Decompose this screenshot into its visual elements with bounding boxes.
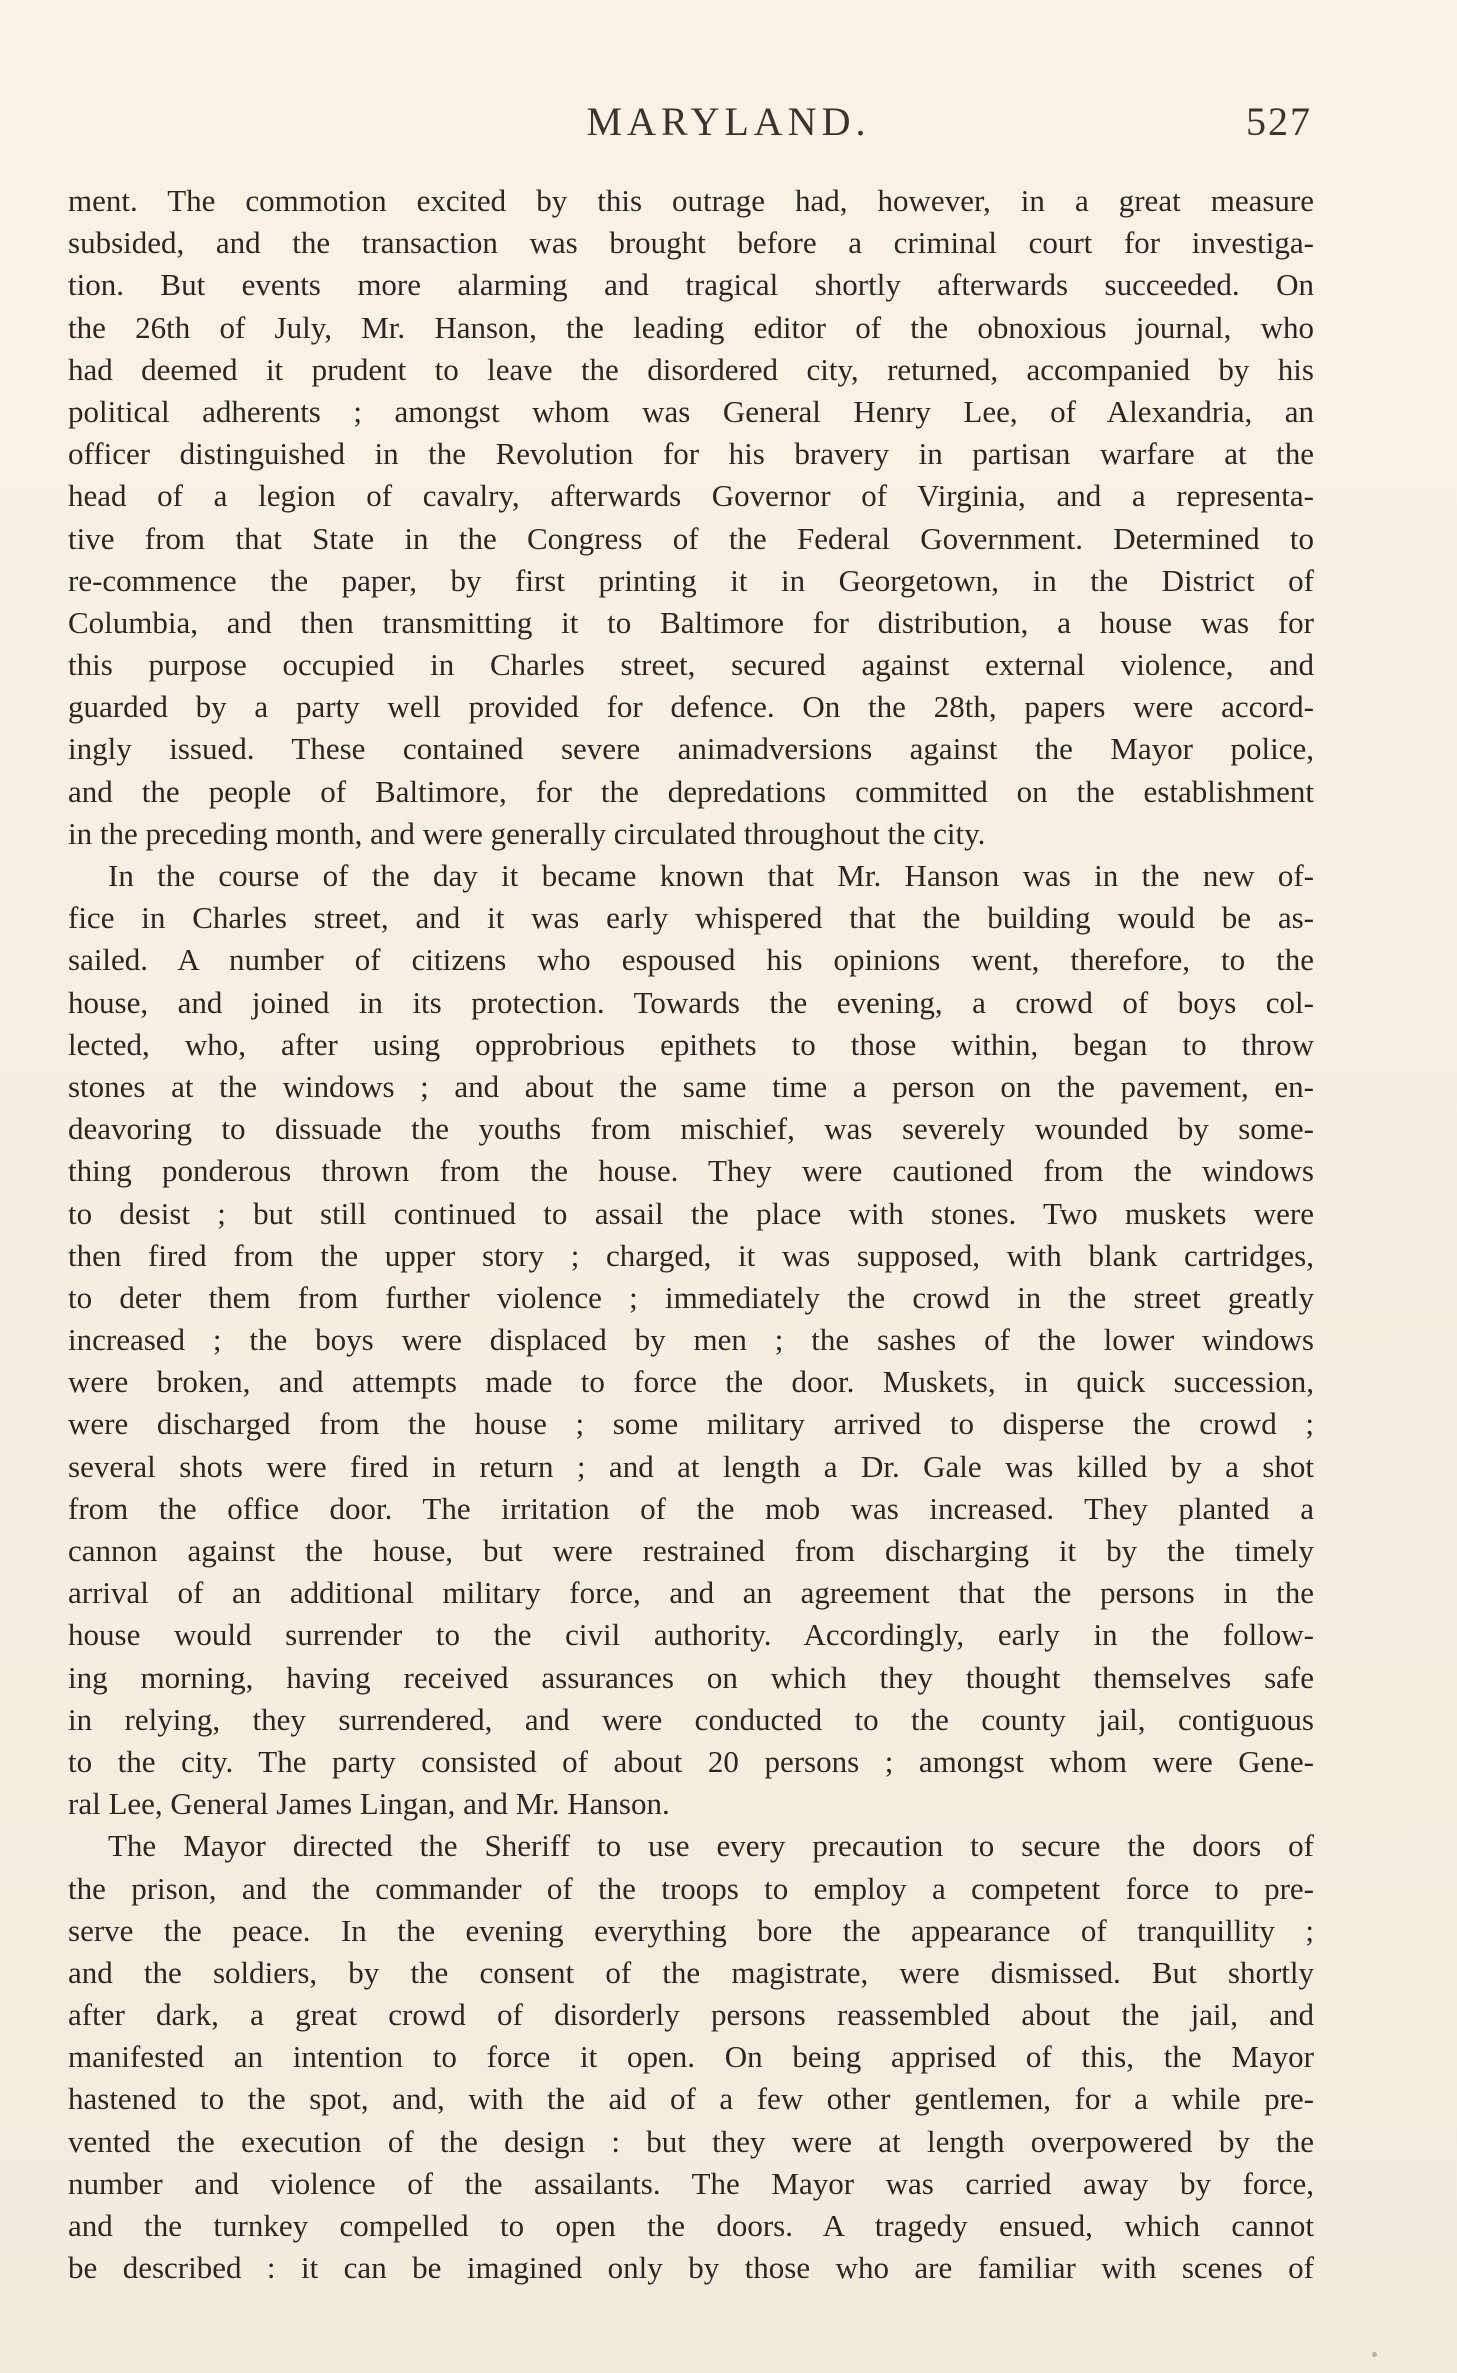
text-line: had deemed it prudent to leave the disordered city, returned, accompanied by his	[68, 351, 1314, 387]
text-line: the prison, and the commander of the troops to employ a competent force to pre-	[68, 1870, 1314, 1906]
text-line: stones at the windows ; and about the same time a person on the pavement, en-	[68, 1068, 1314, 1104]
text-line: vented the execution of the design : but they were at length overpowered by the	[68, 2123, 1314, 2159]
text-line: ingly issued. These contained severe animadversions against the Mayor police,	[68, 731, 1314, 767]
text-line: house would surrender to the civil authority. Accordingly, early in the follow-	[68, 1617, 1314, 1653]
text-line: manifested an intention to force it open. On being apprised of this, the Mayor	[68, 2039, 1314, 2075]
running-head	[0, 98, 1457, 148]
text-line: this purpose occupied in Charles street, secured against external violence, and	[68, 647, 1314, 683]
text-line: to desist ; but still continued to assail the place with stones. Two muskets were	[68, 1195, 1314, 1231]
text-line: were broken, and attempts made to force the door. Muskets, in quick succession,	[68, 1364, 1314, 1400]
text-line: in the preceding month, and were generally circulated throughout the city.	[68, 815, 986, 851]
text-line: fice in Charles street, and it was early whispered that the building would be as-	[68, 900, 1314, 936]
text-line: guarded by a party well provided for defence. On the 28th, papers were accord-	[68, 689, 1314, 725]
text-line: increased ; the boys were displaced by men ; the sashes of the lower windows	[68, 1322, 1314, 1358]
text-line: ral Lee, General James Lingan, and Mr. Hanson.	[68, 1786, 670, 1822]
text-line: ing morning, having received assurances on which they thought themselves safe	[68, 1659, 1314, 1695]
text-line: to the city. The party consisted of about 20 persons ; amongst whom were Gene-	[68, 1743, 1314, 1779]
text-line: deavoring to dissuade the youths from mischief, was severely wounded by some-	[68, 1111, 1314, 1147]
text-line: to deter them from further violence ; immediately the crowd in the street greatly	[68, 1279, 1314, 1315]
body-text	[68, 180, 1314, 2289]
text-line: and the soldiers, by the consent of the magistrate, were dismissed. But shortly	[68, 1954, 1314, 1990]
text-line: tive from that State in the Congress of the Federal Government. Determined to	[68, 520, 1314, 556]
text-line: ment. The commotion excited by this outrage had, however, in a great measure	[68, 183, 1314, 218]
text-line: re-commence the paper, by first printing it in Georgetown, in the District of	[68, 562, 1314, 598]
text-line: be described : it can be imagined only by those who are familiar with scenes of	[68, 2250, 1314, 2286]
text-line: in relying, they surrendered, and were conducted to the county jail, contiguous	[68, 1701, 1314, 1737]
text-line: hastened to the spot, and, with the aid of a few other gentlemen, for a while pre-	[68, 2081, 1314, 2117]
text-line: cannon against the house, but were restrained from discharging it by the timely	[68, 1533, 1314, 1568]
text-line: after dark, a great crowd of disorderly persons reassembled about the jail, and	[68, 1997, 1314, 2033]
text-line: lected, who, after using opprobrious epithets to those within, began to throw	[68, 1026, 1314, 1062]
text-line: officer distinguished in the Revolution for his bravery in partisan warfare at the	[68, 436, 1314, 472]
text-line: The Mayor directed the Sheriff to use every precaution to secure the doors of	[108, 1828, 1314, 1864]
text-line: the 26th of July, Mr. Hanson, the leading editor of the obnoxious journal, who	[68, 309, 1314, 345]
text-line: number and violence of the assailants. The Mayor was carried away by force,	[68, 2165, 1314, 2201]
text-line: were discharged from the house ; some military arrived to disperse the crowd ;	[68, 1406, 1314, 1442]
text-line: arrival of an additional military force, and an agreement that the persons in the	[68, 1575, 1314, 1611]
text-line: subsided, and the transaction was brought before a criminal court for investiga-	[68, 225, 1314, 261]
text-line: several shots were fired in return ; and at length a Dr. Gale was killed by a shot	[68, 1448, 1314, 1484]
page-number: 527	[1246, 99, 1312, 144]
text-line: tion. But events more alarming and tragical shortly afterwards succeeded. On	[68, 267, 1314, 303]
text-line: house, and joined in its protection. Towards the evening, a crowd of boys col-	[68, 984, 1314, 1020]
running-title: MARYLAND.	[586, 99, 871, 144]
text-line: and the people of Baltimore, for the depredations committed on the establishment	[68, 773, 1314, 809]
text-line: In the course of the day it became known that Mr. Hanson was in the new of-	[108, 858, 1314, 893]
text-line: political adherents ; amongst whom was General Henry Lee, of Alexandria, an	[68, 393, 1314, 429]
text-line: from the office door. The irritation of the mob was increased. They planted a	[68, 1490, 1314, 1526]
text-line: and the turnkey compelled to open the doors. A tragedy ensued, which cannot	[68, 2208, 1314, 2243]
text-line: sailed. A number of citizens who espoused his opinions went, therefore, to the	[68, 942, 1314, 978]
text-line: thing ponderous thrown from the house. They were cautioned from the windows	[68, 1153, 1314, 1189]
paper-speck	[1372, 2352, 1377, 2357]
text-line: serve the peace. In the evening everything bore the appearance of tranquillity ;	[68, 1912, 1314, 1948]
text-line: then fired from the upper story ; charged, it was supposed, with blank cartridges,	[68, 1237, 1314, 1273]
text-line: Columbia, and then transmitting it to Baltimore for distribution, a house was for	[68, 604, 1314, 640]
text-line: head of a legion of cavalry, afterwards Governor of Virginia, and a representa-	[68, 478, 1314, 514]
